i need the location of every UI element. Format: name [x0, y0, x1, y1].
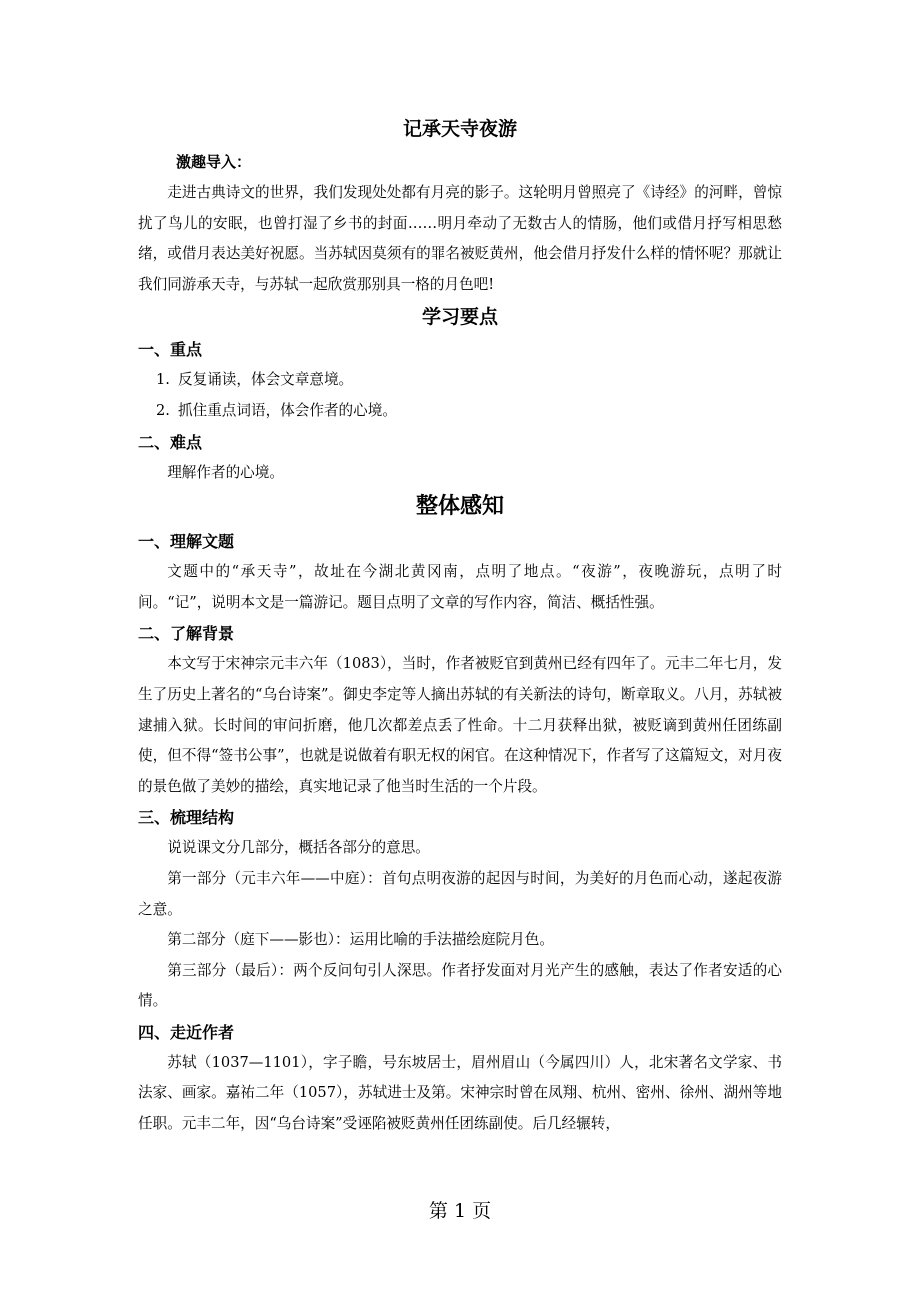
study-points-title: 学习要点	[421, 306, 498, 329]
author-text: 苏轼（1037—1101），字子瞻，号东坡居士，眉州眉山（今属四川）人，北宋著名文学家、书法家、画家。嘉祐二年（1057），苏轼进士及第。宋神宗时曾在凤翔、杭州、密州、徐州、湖州等地任职。元丰二年，因“乌台诗案”受诬陷被贬黄州任团练副使。后几经辗转，	[138, 1053, 783, 1133]
structure-question: 说说课文分几部分，概括各部分的意思。	[167, 839, 430, 857]
intro-label: 激趣导入：	[176, 153, 252, 171]
overview-title: 整体感知	[415, 494, 504, 520]
list-number: 2.	[156, 401, 170, 419]
document-content	[138, 112, 782, 1140]
structure-part-2: 第二部分（庭下——影也）：运用比喻的手法描绘庭院月色。	[167, 931, 554, 949]
page-number: 第 1 页	[428, 1200, 492, 1222]
structure-heading: 三、梳理结构	[138, 808, 235, 828]
background-text: 本文写于宋神宗元丰六年（1083），当时，作者被贬官到黄州已经有四年了。元丰二年七月，发生了历史上著名的“乌台诗案”。御史李定等人摘出苏轼的有关新法的诗句，断章取义。八月，苏轼被逮捕入狱。长时间的审问折磨，他几次都差点丢了性命。十二月获释出狱，被贬谪到黄州任团练副使，但不得“签书公事”，也就是说做着有职无权的闲官。在这种情况下，作者写了这篇短文，对月夜的景色做了美妙的描绘，真实地记录了他当时生活的一个片段。	[138, 655, 782, 795]
difficult-points-heading: 二、难点	[138, 432, 203, 452]
intro-paragraph: 走进古典诗文的世界，我们发现处处都有月亮的影子。这轮明月曾照亮了《诗经》的河畔，曾惊扰了鸟儿的安眠，也曾打湿了乡书的封面……明月牵动了无数古人的情肠，他们或借月抒写相思愁绪，或借月表达美好祝愿。当苏轼因莫须有的罪名被贬黄州，他会借月抒发什么样的情怀呢？那就让我们同游承天寺，与苏轼一起欣赏那别具一格的月色吧!	[138, 184, 782, 293]
list-text: 反复诵读，体会文章意境。	[178, 371, 354, 389]
list-text: 抓住重点词语，体会作者的心境。	[178, 401, 397, 419]
background-heading: 二、了解背景	[138, 624, 235, 644]
author-heading: 四、走近作者	[138, 1022, 235, 1042]
list-number: 1.	[156, 371, 170, 389]
understand-title-text: 文题中的“承天寺”，故址在今湖北黄冈南，点明了地点。“夜游”，夜晚游玩，点明了时间。“记”，说明本文是一篇游记。题目点明了文章的写作内容，简洁、概括性强。	[138, 563, 782, 611]
key-point-item	[138, 396, 782, 427]
key-point-item	[138, 365, 782, 396]
understand-title-heading: 一、理解文题	[138, 532, 235, 552]
structure-part-3: 第三部分（最后）：两个反问句引人深思。作者抒发面对月光产生的感触，表达了作者安适的心情。	[138, 961, 782, 1010]
difficult-points-text: 理解作者的心境。	[167, 463, 284, 481]
structure-part-1: 第一部分（元丰六年——中庭）：首句点明夜游的起因与时间，为美好的月色而心动，遂起夜游之意。	[138, 869, 782, 918]
document-title: 记承天寺夜游	[402, 118, 517, 140]
key-points-heading: 一、重点	[138, 340, 203, 360]
